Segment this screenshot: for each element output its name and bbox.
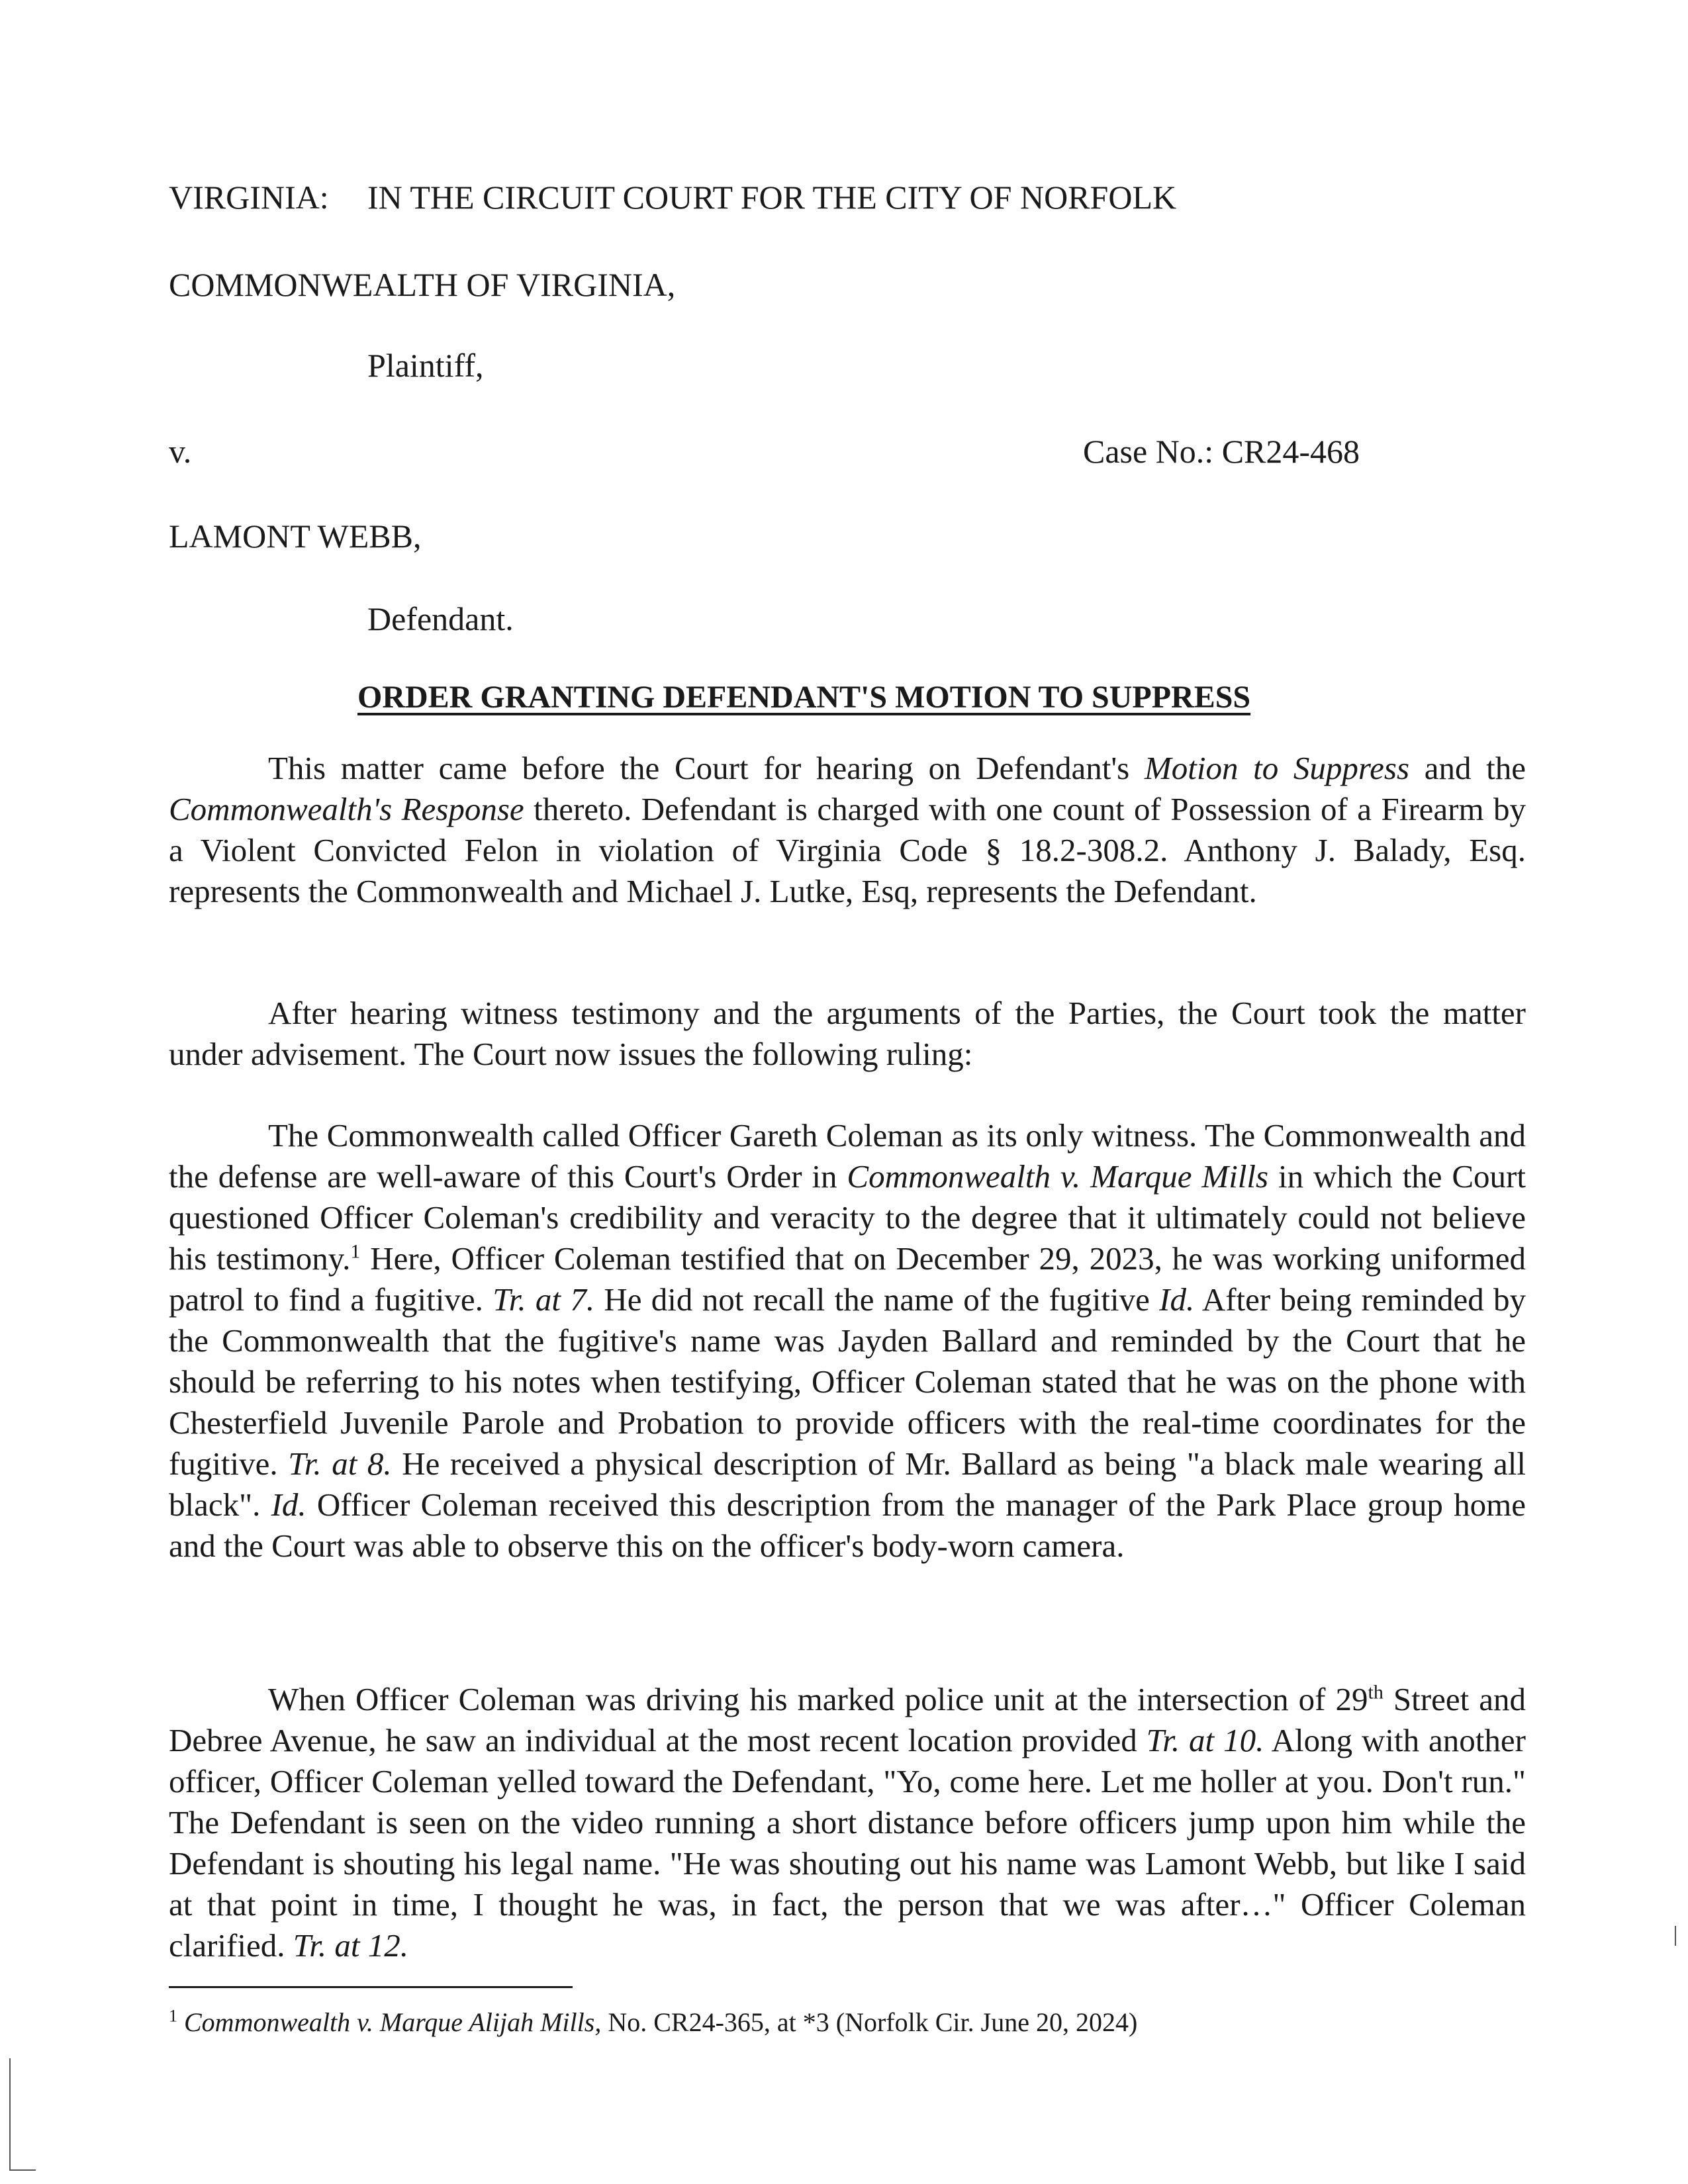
scan-edge-mark (1675, 1926, 1676, 1946)
paragraph-arrest: When Officer Coleman was driving his marked police unit at the intersection of 29th Street and Debree Avenue, he saw an individual at the most recent location provided Tr. at 10. Along with another officer, Officer Coleman yelled toward the Defendant, "Yo, come here. Let me holler at you. Don't run." The Defendant is seen on the video running a short distance before officers jump upon him while the Defendant is shouting his legal name. "He was shouting out his name was Lamont Webb, but like I said at that point in time, I thought he was, in fact, the person that we was after…" Officer Coleman clarified. Tr. at 12. (169, 1681, 1526, 1964)
paragraph-testimony: The Commonwealth called Officer Gareth Coleman as its only witness. The Commonwealth and the defense are well-aware of this Court's Order in Commonwealth v. Marque Mills in which the Court questioned Officer Coleman's credibility and veracity to the degree that it ultimately could not believe his testimony.$^1$ Here, Officer Coleman testified that on December 29, 2023, he was working uniformed patrol to find a fugitive. Tr. at 7. He did not recall the name of the fugitive Id. After being reminded by the Commonwealth that the fugitive's name was Jayden Ballard and reminded by the Court that he should be referring to his notes when testifying, Officer Coleman stated that he was on the phone with Chesterfield Juvenile Parole and Probation to provide officers with the real-time coordinates for the fugitive. Tr. at 8. He received a physical description of Mr. Ballard as being "a black male wearing all black". Id. Officer Coleman received this description from the manager of the Park Place group home and the Court was able to observe this on the officer's body-worn camera. (169, 1117, 1526, 1564)
paragraph-intro: This matter came before the Court for hearing on Defendant's Motion to Suppress and the Commonwealth's Response thereto. Defendant is charged with one count of Possession of a Firearm by a Violent Convicted Felon in violation of Virginia Code § 18.2-308.2. Anthony J. Balady, Esq. represents the Commonwealth and Michael J. Lutke, Esq, represents the Defendant. (169, 750, 1526, 909)
footnote: $^1$ Commonwealth v. Marque Alijah Mills, No. CR24-365, at *3 (Norfolk Cir. June 20, 2024) (169, 2006, 1138, 2037)
versus: v. (169, 433, 192, 470)
scan-edge-mark (9, 2058, 11, 2171)
footnote-reference: 1 (350, 1240, 361, 1263)
court-state: VIRGINIA: (169, 179, 329, 216)
plaintiff-name: COMMONWEALTH OF VIRGINIA, (169, 266, 676, 303)
defendant-role: Defendant. (367, 600, 514, 637)
case-number: Case No.: CR24-468 (1083, 433, 1360, 470)
order-title: ORDER GRANTING DEFENDANT'S MOTION TO SUPPRESS (357, 680, 1251, 715)
scan-edge-mark (9, 2169, 36, 2171)
defendant-name: LAMONT WEBB, (169, 518, 422, 555)
footnote-divider (169, 1986, 573, 1988)
paragraph-ruling-intro: After hearing witness testimony and the arguments of the Parties, the Court took the matter under advisement. The Court now issues the following ruling: (169, 995, 1526, 1072)
plaintiff-role: Plaintiff, (367, 347, 484, 384)
court-name: IN THE CIRCUIT COURT FOR THE CITY OF NORFOLK (367, 179, 1177, 216)
